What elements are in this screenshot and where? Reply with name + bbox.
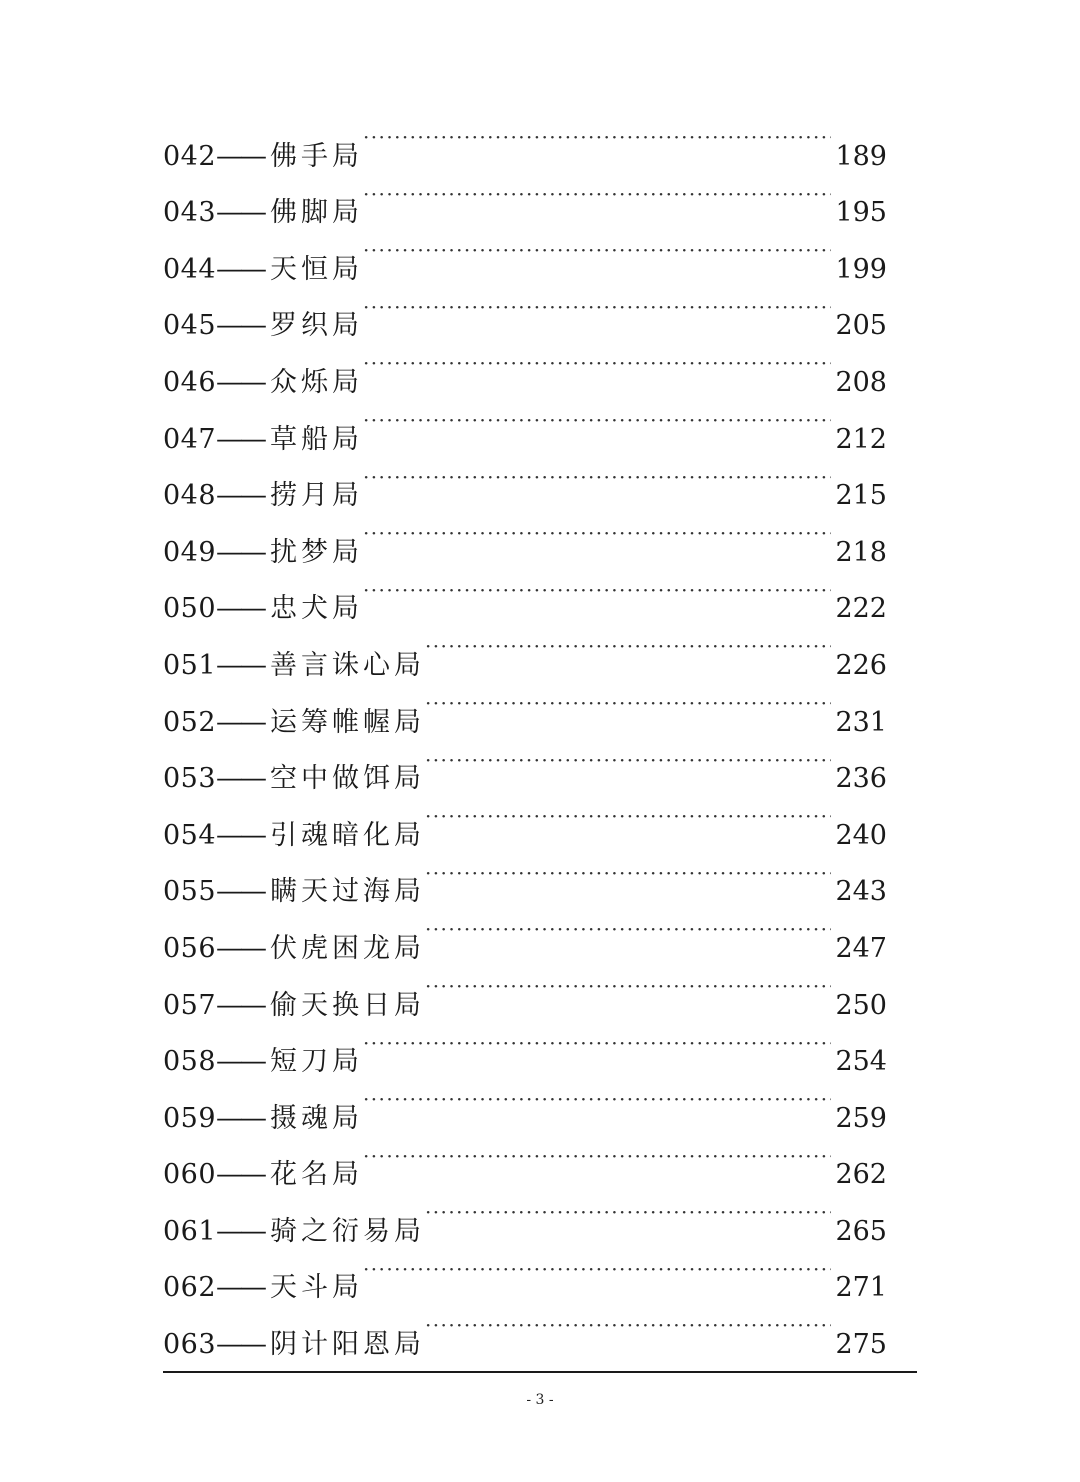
entry-page-number: 218 <box>835 536 887 568</box>
entry-number: 057 <box>163 989 217 1021</box>
entry-dash: —— <box>216 876 265 908</box>
dot-leader <box>425 787 831 844</box>
entry-dash: —— <box>216 366 265 398</box>
entry-dash: —— <box>216 593 265 625</box>
entry-number: 059 <box>163 1102 217 1134</box>
entry-number: 058 <box>163 1046 217 1078</box>
entry-page-number: 208 <box>835 366 887 398</box>
dot-leader <box>363 1127 831 1184</box>
entry-dash: —— <box>216 1102 265 1134</box>
dot-leader <box>363 334 831 391</box>
footer-divider <box>163 1371 917 1373</box>
entry-number: 060 <box>163 1159 217 1191</box>
entry-page-number: 222 <box>835 593 887 625</box>
dot-leader <box>363 221 831 278</box>
entry-page-number: 215 <box>835 480 887 512</box>
entry-number: 044 <box>163 253 217 285</box>
dot-leader <box>425 1183 831 1240</box>
entry-dash: —— <box>216 1215 265 1247</box>
entry-number: 056 <box>163 932 217 964</box>
dot-leader <box>425 844 831 901</box>
entry-dash: —— <box>216 536 265 568</box>
entry-number: 046 <box>163 366 217 398</box>
entry-dash: —— <box>216 1272 265 1304</box>
entry-page-number: 247 <box>835 932 887 964</box>
entry-dash: —— <box>216 706 265 738</box>
entry-page-number: 199 <box>835 253 887 285</box>
entry-number: 051 <box>163 649 217 681</box>
entry-title: 瞒天过海局 <box>270 876 426 908</box>
table-of-contents <box>163 108 887 1361</box>
entry-dash: —— <box>216 480 265 512</box>
entry-title: 骑之衍易局 <box>270 1215 426 1247</box>
entry-dash: —— <box>216 140 265 172</box>
entry-dash: —— <box>216 1159 265 1191</box>
dot-leader <box>425 731 831 788</box>
entry-page-number: 271 <box>835 1272 887 1304</box>
entry-dash: —— <box>216 819 265 851</box>
entry-number: 045 <box>163 310 217 342</box>
entry-title: 短刀局 <box>270 1046 364 1078</box>
entry-title: 佛手局 <box>270 140 364 172</box>
entry-number: 048 <box>163 480 217 512</box>
dot-leader <box>363 165 831 222</box>
entry-number: 062 <box>163 1272 217 1304</box>
toc-entry <box>163 108 887 172</box>
dot-leader <box>425 957 831 1014</box>
entry-number: 055 <box>163 876 217 908</box>
entry-title: 天斗局 <box>270 1272 364 1304</box>
entry-page-number: 254 <box>835 1046 887 1078</box>
entry-title: 草船局 <box>270 423 364 455</box>
entry-title: 捞月局 <box>270 480 364 512</box>
dot-leader <box>363 278 831 335</box>
entry-title: 忠犬局 <box>270 593 364 625</box>
entry-page-number: 189 <box>835 140 887 172</box>
entry-page-number: 236 <box>835 763 887 795</box>
entry-dash: —— <box>216 253 265 285</box>
entry-dash: —— <box>216 989 265 1021</box>
entry-dash: —— <box>216 310 265 342</box>
dot-leader <box>425 674 831 731</box>
entry-title: 天恒局 <box>270 253 364 285</box>
entry-dash: —— <box>216 763 265 795</box>
entry-page-number: 212 <box>835 423 887 455</box>
dot-leader <box>363 1240 831 1297</box>
entry-dash: —— <box>216 649 265 681</box>
entry-title: 摄魂局 <box>270 1102 364 1134</box>
entry-page-number: 243 <box>835 876 887 908</box>
entry-title: 佛脚局 <box>270 197 364 229</box>
entry-dash: —— <box>216 1329 265 1361</box>
entry-number: 061 <box>163 1215 217 1247</box>
dot-leader <box>363 391 831 448</box>
entry-page-number: 275 <box>835 1329 887 1361</box>
entry-dash: —— <box>216 932 265 964</box>
page-number: - 3 - <box>526 1392 554 1408</box>
entry-title: 运筹帷幄局 <box>270 706 426 738</box>
entry-title: 偷天换日局 <box>270 989 426 1021</box>
entry-number: 053 <box>163 763 217 795</box>
entry-number: 049 <box>163 536 217 568</box>
entry-title: 阴计阳恩局 <box>270 1329 426 1361</box>
entry-title: 伏虎困龙局 <box>270 932 426 964</box>
entry-page-number: 265 <box>835 1215 887 1247</box>
entry-number: 054 <box>163 819 217 851</box>
entry-page-number: 262 <box>835 1159 887 1191</box>
dot-leader <box>363 504 831 561</box>
entry-page-number: 195 <box>835 197 887 229</box>
entry-title: 罗织局 <box>270 310 364 342</box>
dot-leader <box>425 900 831 957</box>
dot-leader <box>363 561 831 618</box>
dot-leader <box>363 448 831 505</box>
entry-dash: —— <box>216 197 265 229</box>
entry-number: 063 <box>163 1329 217 1361</box>
dot-leader <box>363 1070 831 1127</box>
entry-page-number: 205 <box>835 310 887 342</box>
entry-dash: —— <box>216 423 265 455</box>
entry-page-number: 250 <box>835 989 887 1021</box>
entry-page-number: 259 <box>835 1102 887 1134</box>
entry-page-number: 226 <box>835 649 887 681</box>
entry-title: 花名局 <box>270 1159 364 1191</box>
dot-leader <box>363 1014 831 1071</box>
entry-number: 047 <box>163 423 217 455</box>
entry-number: 042 <box>163 140 217 172</box>
entry-page-number: 231 <box>835 706 887 738</box>
dot-leader <box>363 108 831 165</box>
entry-number: 052 <box>163 706 217 738</box>
entry-title: 引魂暗化局 <box>270 819 426 851</box>
entry-title: 善言诛心局 <box>270 649 426 681</box>
entry-page-number: 240 <box>835 819 887 851</box>
entry-title: 众烁局 <box>270 366 364 398</box>
entry-title: 空中做饵局 <box>270 763 426 795</box>
entry-dash: —— <box>216 1046 265 1078</box>
entry-number: 043 <box>163 197 217 229</box>
entry-title: 扰梦局 <box>270 536 364 568</box>
dot-leader <box>425 1296 831 1353</box>
entry-number: 050 <box>163 593 217 625</box>
dot-leader <box>425 617 831 674</box>
